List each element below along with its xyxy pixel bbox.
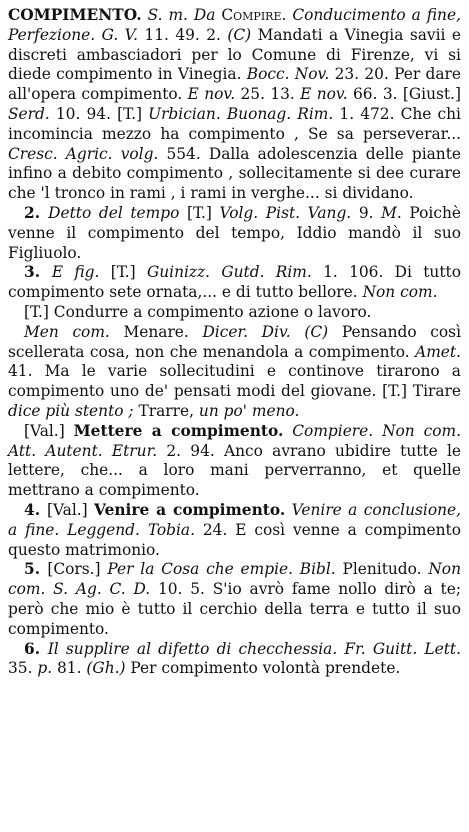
text-run: 24. E così venne a compimento questo matrimonio. <box>8 520 461 559</box>
text-run: [Cors.] <box>47 560 108 579</box>
text-run: Menare. <box>109 322 203 341</box>
text-run: (C) <box>227 25 252 44</box>
text-run: Bocc. Nov. <box>246 65 330 84</box>
sense-3 <box>8 263 461 303</box>
text-run: Serd. <box>8 104 50 123</box>
text-run: 2. 94. Anco avrano ubidire tutte le lettere, che... a loro mani perverranno, et quelle mettrano a compimento. <box>8 441 461 500</box>
text-run: Compiere. Non com. Att. Autent. Etrur. <box>8 421 462 460</box>
text-run: 10. 5. S'io avrò fame nollo dirò a te; però che mio è tutto il cerchio della terra e tutto il suo compimento. <box>8 580 461 638</box>
text-run: S. m. Da <box>147 6 222 24</box>
text-run <box>291 323 305 341</box>
text-run: Trarre, <box>133 401 199 420</box>
text-run: 5. <box>24 560 48 579</box>
text-run: M. <box>381 203 402 222</box>
text-run: Conducimento a fine, Perfezione. G. V. <box>8 6 461 44</box>
text-run: 3. <box>24 263 52 282</box>
main-body <box>8 6 461 202</box>
sense-5 <box>8 560 461 639</box>
text-run: 1. 106. Di tutto compimento sete ornata,... e di tutto bellore. <box>8 263 461 302</box>
text-run: Non com. <box>362 283 438 302</box>
text-run: dice più stento ; <box>8 401 134 420</box>
text-run: Non com. S. Ag. C. D. <box>8 560 461 599</box>
text-run: [Val.] <box>46 500 95 519</box>
text-run: Amet. <box>415 342 461 361</box>
text-run: 41. Ma le varie sollecitudini e continove tirarono a compimento uno de' pensati modi del giovane. [T.] Tirare <box>8 362 461 401</box>
text-run <box>283 422 292 440</box>
headword: COMPIMENTO. <box>8 6 142 24</box>
text-run: Compire <box>221 6 282 24</box>
text-run: Urbician. Buonag. Rim. <box>148 104 334 123</box>
text-run: 9. <box>351 203 382 222</box>
entry-definition-main <box>8 6 461 204</box>
text-run: Detto del tempo <box>48 203 180 222</box>
text-run: 4. <box>24 500 47 519</box>
sense-3-sub-condurre <box>8 303 461 323</box>
text-run: [T.] Condurre a compimento azione o lavoro. <box>24 302 372 321</box>
text-run: Venire a compimento. <box>94 500 286 519</box>
sense-2 <box>8 204 461 263</box>
sense-4 <box>8 501 461 560</box>
text-run: Cresc. Agric. volg. <box>8 144 159 163</box>
text-run: 25. 13. <box>235 85 301 104</box>
text-run: 66. 3. [Giust.] <box>347 85 461 104</box>
text-run: Guinizz. Gutd. Rim. <box>146 263 312 282</box>
text-run: 554. Dalla adolescenzia delle piante infino a debito compimento , sollecitamente si dee curare che 'l tronco in rami , i rami in verghe... si dividano. <box>8 144 461 203</box>
sense-3-sub-menare <box>8 323 461 422</box>
text-run: E nov. <box>300 85 348 104</box>
text-run: [T.] <box>99 263 147 282</box>
text-run: Poichè venne il compimento del tempo, Iddio mandò il suo Figliuolo. <box>8 203 461 262</box>
text-run: Mettere a compimento. <box>73 421 284 440</box>
text-run: 35. <box>8 659 38 678</box>
text-run: Il supplire al difetto di checchessia. Fr. Guitt. Lett. <box>47 639 461 658</box>
text-run: [Val.] <box>24 421 74 440</box>
text-run: Per la Cosa che empie. Bibl. <box>107 560 336 579</box>
text-run: Dicer. Div. <box>202 322 291 341</box>
text-run: Mandati a Vinegia savii e discreti ambasciadori per lo Comune di Firenze, vi si diede compimento in Vinegia. <box>8 25 461 84</box>
text-run: E nov. <box>187 85 236 104</box>
text-run: Pensando così scellerata cosa, non che menandola a compimento. <box>8 322 461 361</box>
text-run: 81. <box>52 659 87 678</box>
text-run: E fig. <box>51 263 100 282</box>
text-run: . <box>281 6 293 24</box>
text-run: 11. 49. 2. <box>137 25 228 44</box>
text-run: (C) <box>304 322 329 341</box>
text-run: un po' meno. <box>198 401 300 420</box>
text-run: 23. 20. Per dare all'opera compimento. <box>8 65 462 104</box>
text-run: Per compimento volontà prendete. <box>125 659 401 678</box>
text-run: 1. 472. Che chi incomincia mezzo ha compimento , Se sa perseverar... <box>8 104 461 143</box>
text-run: 2. <box>24 203 49 222</box>
text-run: Men com. <box>24 322 110 341</box>
sense-3-sub-mettere <box>8 422 461 501</box>
text-run: [T.] <box>179 203 220 222</box>
text-run: Volg. Pist. Vang. <box>219 203 352 222</box>
text-run: 10. 94. [T.] <box>49 104 149 123</box>
text-run: p. <box>37 659 53 678</box>
text-run: 6. <box>24 639 48 658</box>
sense-6 <box>8 640 461 680</box>
text-run: (Gh.) <box>86 659 126 678</box>
text-run: Venire a conclusione, a fine. Leggend. Tobia. <box>8 500 461 539</box>
text-run: Plenitudo. <box>335 560 429 579</box>
